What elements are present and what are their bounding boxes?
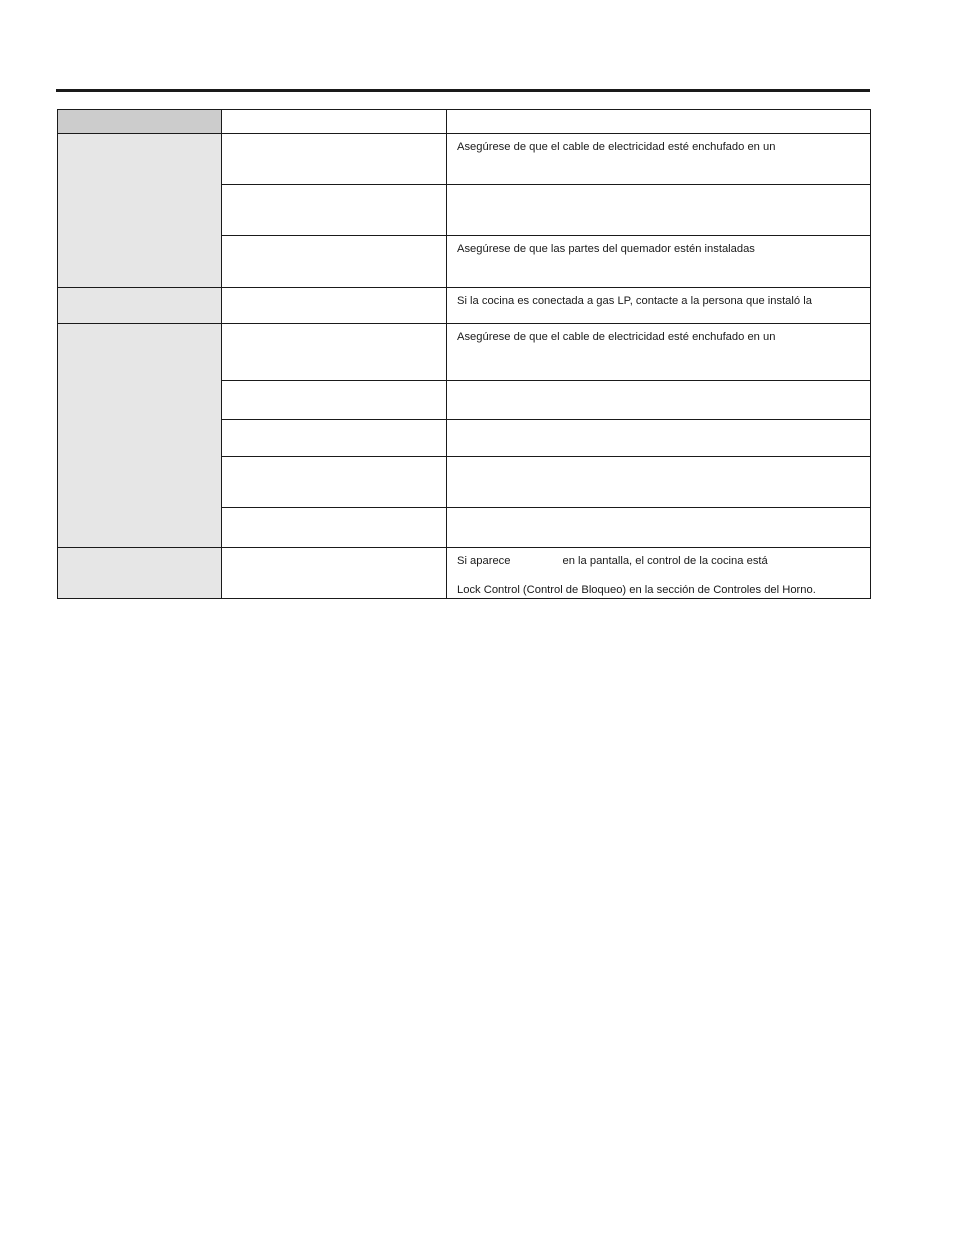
cause-cell: [222, 548, 447, 599]
cause-cell: [222, 508, 447, 548]
cause-cell: [222, 420, 447, 457]
remedy-text: Si aparece: [457, 555, 511, 567]
table-row: [58, 548, 871, 599]
header-cause: [222, 110, 447, 134]
remedy-cell: [447, 420, 871, 457]
remedy-cell: Si la cocina es conectada a gas LP, contacte a la persona que instaló la: [447, 288, 871, 324]
cause-cell: [222, 381, 447, 420]
header-remedy: [447, 110, 871, 134]
table-row: [58, 134, 871, 185]
remedy-cell: Asegúrese de que el cable de electricidad esté enchufado en un: [447, 134, 871, 185]
troubleshooting-table: [57, 109, 871, 599]
cause-cell: [222, 324, 447, 381]
cause-cell: [222, 288, 447, 324]
remedy-cell: Asegúrese de que las partes del quemador estén instaladas: [447, 236, 871, 288]
remedy-cell: [447, 548, 871, 599]
remedy-cell: [447, 185, 871, 236]
header-problem: [58, 110, 222, 134]
remedy-cell: [447, 508, 871, 548]
remedy-cell: Asegúrese de que el cable de electricidad esté enchufado en un: [447, 324, 871, 381]
cause-cell: [222, 236, 447, 288]
remedy-cell: [447, 381, 871, 420]
header-rule: [56, 89, 870, 92]
table-row: [58, 324, 871, 381]
table-header-row: [58, 110, 871, 134]
problem-cell-3: [58, 324, 222, 548]
problem-cell-1: [58, 134, 222, 288]
cause-cell: [222, 134, 447, 185]
remedy-text: Lock Control (Control de Bloqueo) en la sección de Controles del Horno.: [457, 584, 816, 596]
problem-cell-4: [58, 548, 222, 599]
table-row: [58, 288, 871, 324]
remedy-text: en la pantalla, el control de la cocina está: [562, 555, 768, 567]
cause-cell: [222, 457, 447, 508]
problem-cell-2: [58, 288, 222, 324]
remedy-cell: [447, 457, 871, 508]
cause-cell: [222, 185, 447, 236]
